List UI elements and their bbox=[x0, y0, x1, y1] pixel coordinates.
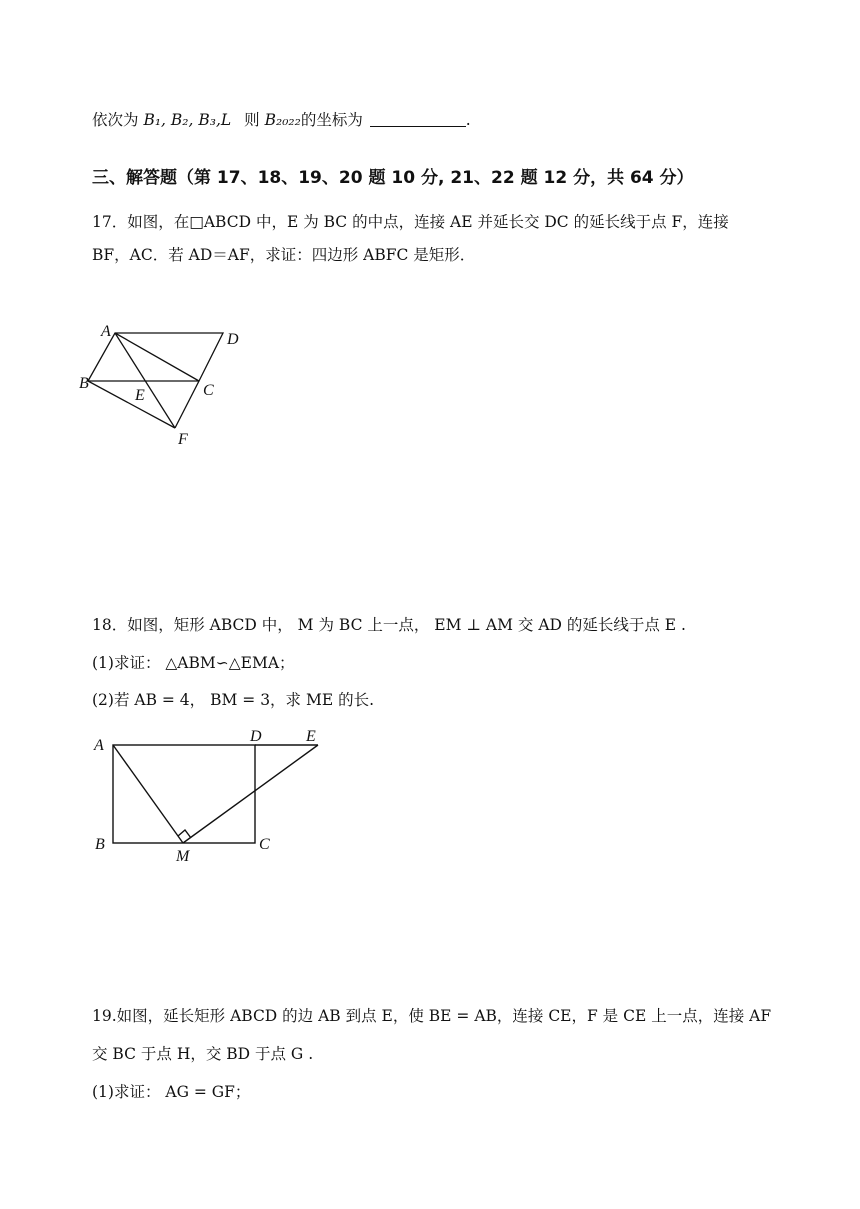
q16-target: B₂₀₂₂ bbox=[264, 111, 301, 129]
q17-line1: 17．如图，在□ABCD 中，E 为 BC 的中点，连接 AE 并延长交 DC 的延长线于点 F，连接 bbox=[92, 213, 729, 231]
q17-label-e: E bbox=[135, 387, 145, 404]
q18-label-e: E bbox=[306, 728, 316, 745]
q18-line3: (2)若 AB = 4， BM = 3，求 ME 的长. bbox=[92, 691, 375, 709]
q16-prefix: 依次为 bbox=[92, 111, 139, 129]
q18-label-m: M bbox=[176, 848, 190, 865]
q16-middle: 则 bbox=[244, 111, 260, 129]
q19-line2: 交 BC 于点 H，交 BD 于点 G . bbox=[92, 1045, 314, 1063]
q17-label-a: A bbox=[101, 323, 111, 340]
q18-label-b: B bbox=[95, 836, 105, 853]
section-heading: 三、解答题（第 17、18、19、20 题 10 分, 21、22 题 12 分，共 64 分） bbox=[92, 168, 694, 188]
q16-sequence: B₁, B₂, B₃,L bbox=[143, 111, 232, 129]
q18-label-c: C bbox=[259, 836, 270, 853]
q17-label-b: B bbox=[79, 375, 89, 392]
q17-label-c: C bbox=[203, 382, 214, 399]
q18-line1: 18．如图，矩形 ABCD 中， M 为 BC 上一点， EM ⊥ AM 交 AD 的延长线于点 E . bbox=[92, 616, 686, 634]
q18-line2: (1)求证： △ABM∽△EMA； bbox=[92, 654, 295, 672]
q17-line2: BF，AC．若 AD＝AF，求证：四边形 ABFC 是矩形． bbox=[92, 246, 476, 264]
q18-label-d: D bbox=[250, 728, 262, 745]
q19-line1: 19.如图，延长矩形 ABCD 的边 AB 到点 E，使 BE = AB，连接 CE，F 是 CE 上一点，连接 AF bbox=[92, 1007, 772, 1025]
q16-suffix: 的坐标为 bbox=[300, 111, 363, 129]
q17-label-f: F bbox=[178, 431, 188, 448]
q17-label-d: D bbox=[227, 331, 239, 348]
q19-line3: (1)求证： AG = GF； bbox=[92, 1083, 251, 1101]
q16-end: . bbox=[465, 111, 471, 129]
q18-label-a: A bbox=[94, 737, 104, 754]
